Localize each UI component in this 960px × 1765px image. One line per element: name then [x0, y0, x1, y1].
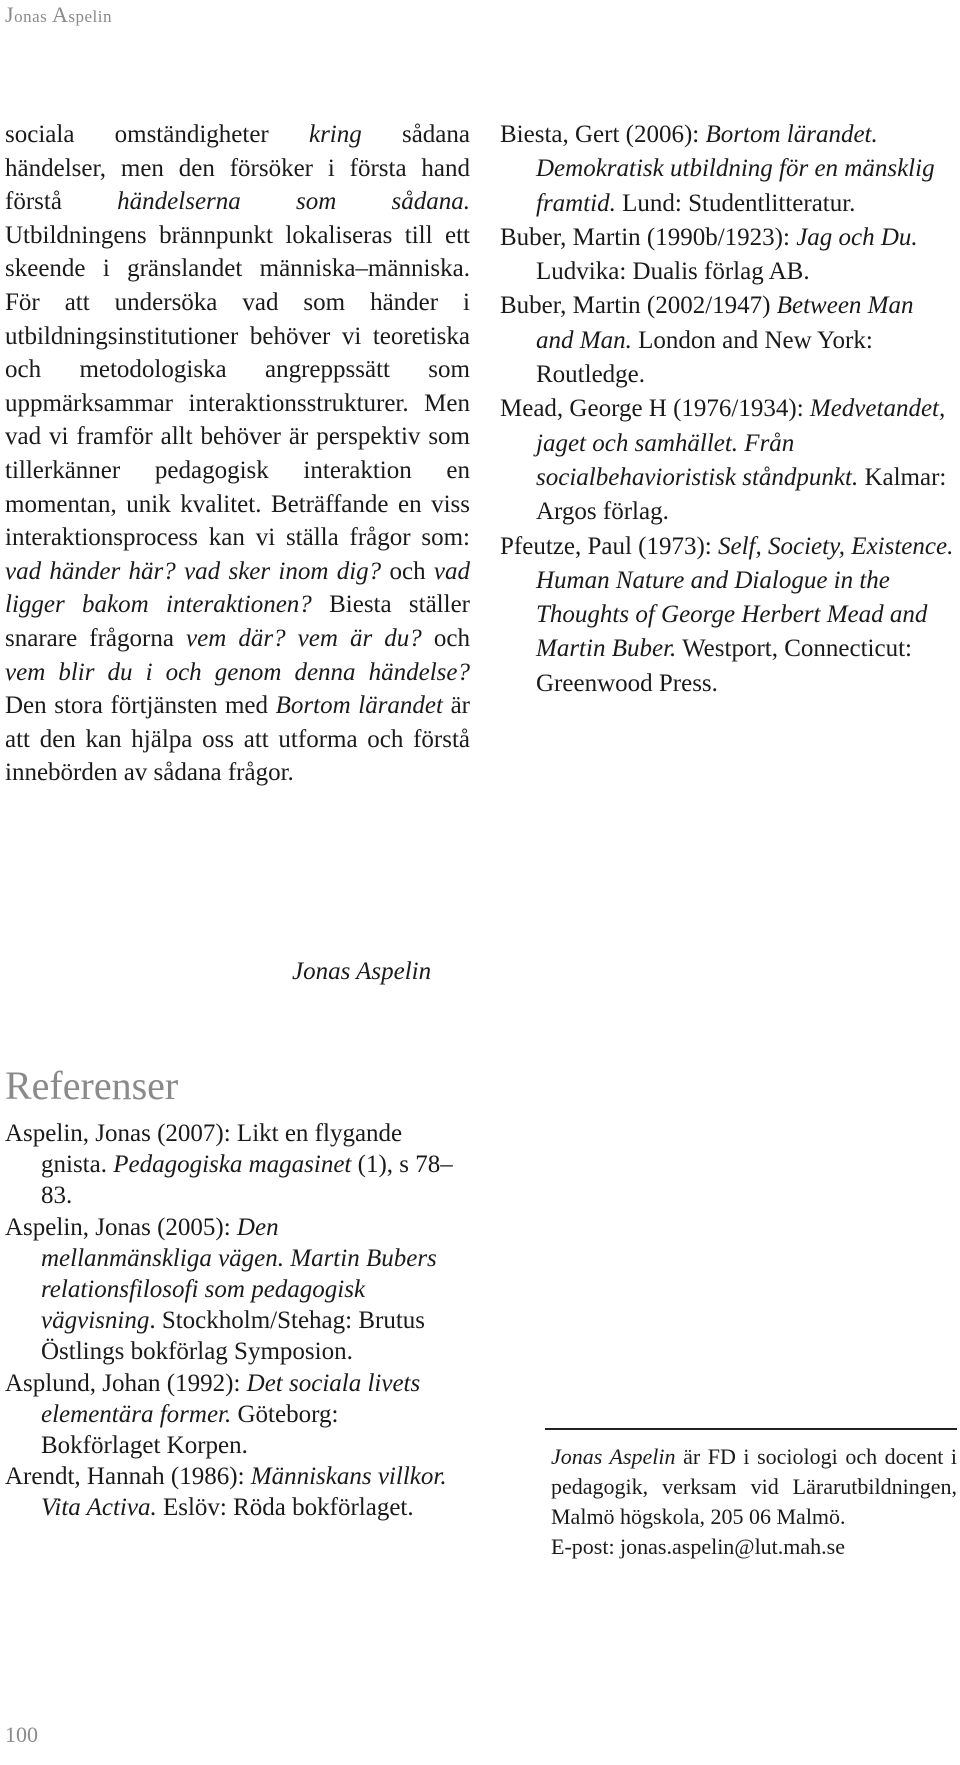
- italic-text: Pedagogiska magasinet: [113, 1151, 352, 1179]
- italic-text: Jag och Du.: [796, 223, 918, 251]
- body-paragraph: [5, 118, 470, 790]
- references-list-left: [5, 1118, 455, 1524]
- running-head: [5, 2, 112, 28]
- text-run: och: [381, 557, 434, 585]
- text-run: Eslöv: Röda bokförlaget.: [156, 1494, 414, 1522]
- italic-text: Den mellanmänskliga vägen. Martin Bubers relationsfilosofi som pedagogisk vägvisning: [41, 1213, 437, 1335]
- text-run: sociala omständigheter: [5, 121, 309, 148]
- reference-entry: [500, 221, 955, 290]
- reference-entry: [5, 1368, 455, 1462]
- references-list-right: [500, 118, 955, 701]
- reference-entry: [5, 1461, 455, 1523]
- italic-text: Det sociala livets elementära former.: [41, 1369, 421, 1428]
- text-run: Lund: Studentlitteratur.: [615, 189, 856, 217]
- running-head-initial-2: A: [51, 2, 69, 27]
- reference-entry: [500, 118, 955, 221]
- reference-entry: [500, 289, 955, 392]
- text-run: Westport, Connecticut: Greenwood Press.: [536, 635, 912, 697]
- italic-text: vem blir du i och genom denna händelse?: [5, 658, 470, 686]
- text-run: Utbildningens brännpunkt lokaliseras till ett skeende i gränslandet människa–människa. För att undersöka vad som händer i utbildningsinstitutioner behöver vi teoretiska och metodologiska angreppssätt som uppmärksammar interaktionsstrukturer. Men vad vi framför allt behöver är perspektiv som tillerkänner pedagogisk interaktion en momentan, unik kvalitet. Beträffande en viss interaktionsprocess kan vi ställa frågor som:: [5, 221, 470, 552]
- text-run: Biesta ställer snarare frågorna: [5, 591, 470, 652]
- italic-text: vad ligger bakom interaktionen?: [5, 557, 470, 619]
- running-head-part-2: spelin: [68, 7, 112, 26]
- reference-entry: [5, 1212, 455, 1368]
- bio-paragraph: [551, 1442, 957, 1532]
- text-run: och: [421, 624, 470, 652]
- italic-text: Människans villkor. Vita Activa.: [41, 1463, 447, 1522]
- text-run: Biesta, Gert (2006):: [500, 121, 706, 148]
- italic-text: vad händer här? vad sker inom dig?: [5, 557, 382, 585]
- italic-text: kring: [308, 121, 362, 148]
- text-run: Aspelin, Jonas (2007): Likt en flygande gnista.: [5, 1120, 403, 1179]
- body-text-column: [5, 118, 470, 790]
- italic-text: vem där? vem är du?: [186, 624, 422, 652]
- references-heading: Referenser: [5, 1063, 179, 1108]
- text-run: Asplund, Johan (1992):: [5, 1369, 247, 1397]
- text-run: Den stora förtjänsten med: [5, 692, 276, 720]
- text-run: Pfeutze, Paul (1973):: [500, 532, 719, 560]
- bio-text: är FD i sociologi och docent i pedagogik, verksam vid Lärarutbildningen, Malmö högskola, 205 06 Malmö.: [551, 1444, 957, 1529]
- text-run: Aspelin, Jonas (2005):: [5, 1213, 237, 1241]
- running-head-part-1: onas: [14, 7, 52, 26]
- italic-text: händelserna som sådana.: [117, 188, 471, 216]
- text-run: Buber, Martin (2002/1947): [500, 292, 777, 320]
- italic-text: Between Man and Man.: [536, 292, 914, 354]
- italic-text: Bortom lärandet. Demokratisk utbildning för en mänsklig framtid.: [536, 121, 935, 217]
- italic-text: Medvetandet, jaget och samhället. Från socialbehavioristisk ståndpunkt.: [536, 395, 946, 491]
- page-number: 100: [5, 1722, 38, 1747]
- reference-entry: [500, 392, 955, 529]
- text-run: Arendt, Hannah (1986):: [5, 1463, 251, 1491]
- text-run: sådana händelser, men den försöker i första hand förstå: [5, 121, 470, 216]
- review-signature: Jonas Aspelin: [292, 958, 432, 985]
- italic-text: Bortom lärandet: [275, 692, 443, 720]
- text-run: Ludvika: Dualis förlag AB.: [536, 258, 810, 286]
- author-bio: [551, 1442, 957, 1562]
- text-run: (1), s 78–83.: [41, 1151, 453, 1210]
- text-run: Göteborg: Bokförlaget Korpen.: [41, 1400, 339, 1460]
- text-run: Kalmar: Argos förlag.: [536, 463, 947, 526]
- text-run: Mead, George H (1976/1934):: [500, 395, 810, 423]
- reference-entry: [500, 530, 955, 701]
- text-run: London and New York: Routledge.: [536, 326, 873, 389]
- text-run: Buber, Martin (1990b/1923):: [500, 223, 797, 251]
- running-head-initial-1: J: [5, 2, 15, 27]
- bio-email: E-post: jonas.aspelin@lut.mah.se: [551, 1534, 845, 1559]
- bio-author-name: Jonas Aspelin: [551, 1444, 676, 1469]
- reference-entry: [5, 1118, 455, 1212]
- text-run: . Stockholm/Stehag: Brutus Östlings bokförlag Symposion.: [41, 1307, 426, 1366]
- italic-text: Self, Society, Existence. Human Nature and Dialogue in the Thoughts of George Herbert Mead and Martin Buber.: [536, 532, 954, 663]
- text-run: är att den kan hjälpa oss att utforma och förstå innebörden av sådana frågor.: [5, 692, 470, 787]
- bio-divider: [545, 1428, 957, 1430]
